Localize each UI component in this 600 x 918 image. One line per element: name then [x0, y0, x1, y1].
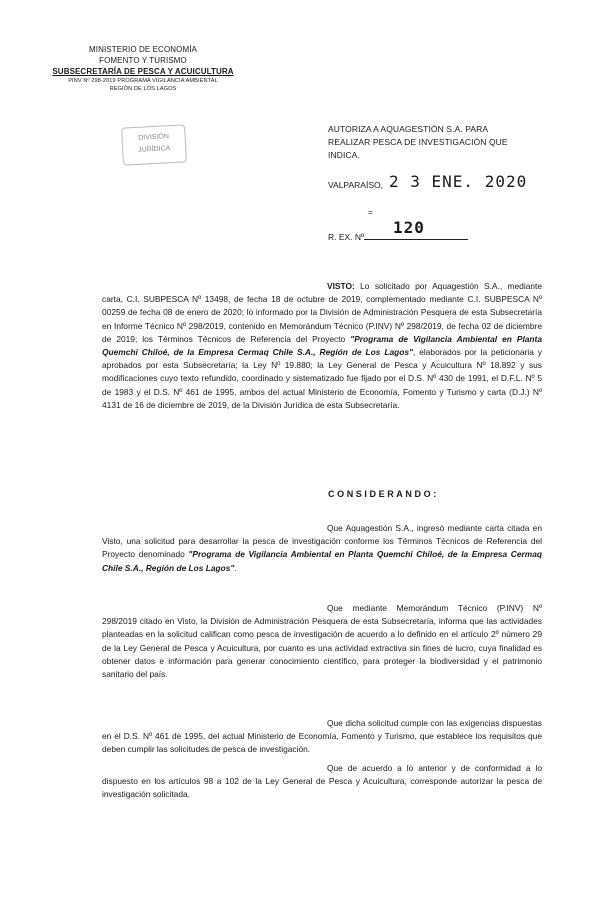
resolution-subject: AUTORIZA A AQUAGESTIÓN S.A. PARA REALIZAR PESCA DE INVESTIGACIÓN QUE INDICA.: [328, 124, 508, 160]
visto-paragraph: [102, 280, 542, 412]
resolution-mark: =: [368, 208, 373, 217]
visto-text-a: Lo solicitado por Aquagestión S.A., mediante carta, C.I. SUBPESCA Nº 13498, de fecha 18 de octubre de 2019, complementado mediante C.I. SUBPESCA Nº 00259 de fecha 08 de enero de 2020; lo informado por la División de Administración Pesquera de esta Subsecretaría en Informe Técnico Nº 298/2019, contenido en Memorándum Técnico (P.INV) Nº 298/2019, de fecha 02 de diciembre de 2019; los Términos Técnicos de Referencia del Proyecto: [102, 281, 542, 344]
stamp-line-1: DIVISIÓN: [138, 133, 170, 142]
considerando-4-text: Que de acuerdo a lo anterior y de conformidad a lo dispuesto en los artículos 98 a 102 de la Ley General de Pesca y Acuicultura, corresponde autorizar la pesca de investigación solicitada.: [102, 763, 542, 800]
considerando-2-text: Que mediante Memorándum Técnico (P.INV) Nº 298/2019 citado en Visto, la División de Administración Pesquera de esta Subsecretaría, informa que las actividades planteadas en la solicitud califican como pesca de investigación de acuerdo a lo definido en el artículo 2º número 29 de la Ley General de Pesca y Acuicultura, por cuanto es una actividad extractiva sin fines de lucro, cuya finalidad es obtener datos e información para generar conocimiento científico, para proteger la biodiversidad y el patrimonio sanitario del país.: [102, 603, 542, 680]
resolution-label: R. EX. Nº: [328, 232, 365, 242]
ministry-header: [48, 44, 238, 93]
legal-division-stamp: [121, 124, 187, 165]
header-reference: PINV Nº 298-2019 PROGRAMA VIGILANCIA AMBIENTAL: [68, 78, 218, 84]
header-ministry-sub: FOMENTO Y TURISMO: [99, 56, 187, 65]
considerando-paragraph-2: [102, 602, 542, 681]
resolution-number: 120: [393, 218, 425, 237]
date-stamp: 2 3 ENE. 2020: [389, 172, 528, 191]
header-subsecretaria: SUBSECRETARÍA DE PESCA Y ACUICULTURA: [52, 67, 234, 76]
considerando-1-text-a: Que Aquagestión S.A., ingresó mediante carta citada en Visto, una solicitud para desarrollar la pesca de investigación conforme los Términos Técnicos de Referencia del Proyecto denominado: [102, 523, 542, 560]
header-ministry: MINISTERIO DE ECONOMÍA: [89, 45, 197, 54]
considerando-paragraph-1: [102, 522, 542, 575]
resolution-number-line: [364, 239, 468, 240]
considerando-paragraph-3: [102, 717, 542, 757]
visto-text-b: , elaborados por la peticionaria y aprobados por esta Subsecretaría; la Ley Nº 19.880; la Ley General de Pesca y Acuicultura Nº 18.892 y sus modificaciones cuyo texto refundido, coordinado y sistematizado fue fijado por el D.S. Nº 430 de 1991, el D.F.L. Nº 5 de 1983 y el D.S. Nº 461 de 1995, ambos del actual Ministerio de Economía, Fomento y Turismo y carta (D.J.) Nº 4131 de 16 de diciembre de 2019, de la División Jurídica de esta Subsecretaría.: [102, 347, 542, 410]
considerando-3-text: Que dicha solicitud cumple con las exigencias dispuestas en el D.S. Nº 461 de 1995, del actual Ministerio de Economía, Fomento y Turismo, que establece los requisitos que deben cumplir las solicitudes de pesca de investigación.: [102, 718, 542, 755]
considerando-1-project-name: "Programa de Vigilancia Ambiental en Planta Quemchi Chiloé, de la Empresa Cermaq Chile S.A., Región de Los Lagos": [102, 549, 542, 573]
considerando-1-text-b: .: [234, 562, 237, 573]
considerando-paragraph-4: [102, 762, 542, 802]
date-place: VALPARAÍSO,: [328, 180, 383, 190]
visto-label: VISTO:: [327, 281, 355, 291]
considerando-heading: CONSIDERANDO:: [328, 489, 439, 499]
header-region: REGIÓN DE LOS LAGOS: [109, 86, 177, 92]
visto-project-name: "Programa de Vigilancia Ambiental en Planta Quemchi Chiloé, de la Empresa Cermaq Chile S.A., Región de Los Lagos": [102, 333, 542, 358]
stamp-line-2: JURÍDICA: [137, 145, 171, 154]
